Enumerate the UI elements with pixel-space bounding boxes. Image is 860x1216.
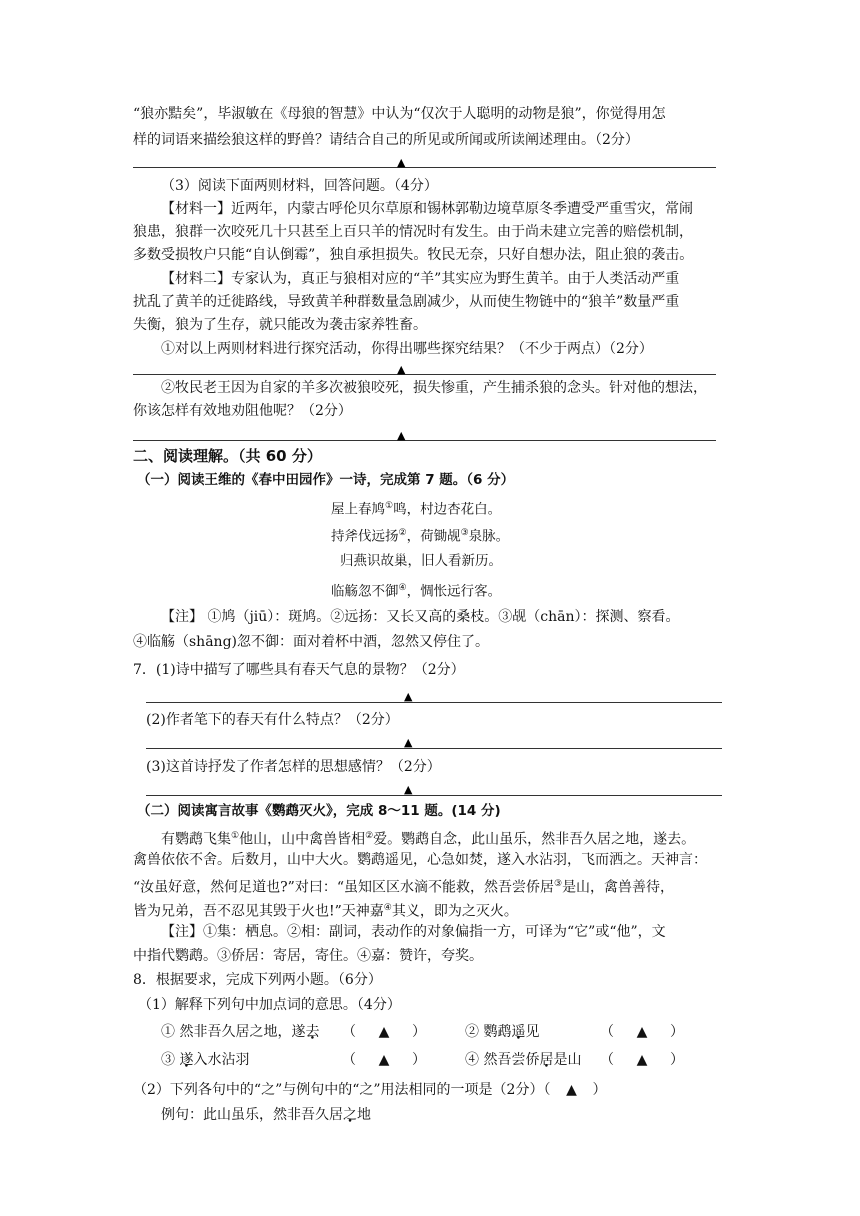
question-text: 样的词语来描绘狼这样的野兽？请结合自己的所见或所闻或所读阐述理由。（2分） [133, 132, 639, 148]
answer-marker: ▲ [397, 363, 406, 376]
item-1: ① 然非吾久居之地，遂去 [161, 1024, 320, 1040]
sub-question: （3）阅读下面两则材料，回答问题。（4分） [161, 178, 438, 194]
question-7-2: (2)作者笔下的春天有什么特点？（2分） [146, 712, 399, 728]
question-8-1: （1）解释下列句中加点词的意思。（4分） [138, 997, 401, 1013]
material-text: 失衡，狼为了生存，就只能改为袭击家养牲畜。 [133, 317, 427, 333]
example-sentence: 例句：此山虽乐，然非吾久居之地 [161, 1107, 371, 1123]
poem-note: ④临觞（shāng)忽不御：面对着杯中酒，忽然又停住了。 [133, 634, 489, 650]
question-8: 8．根据要求，完成下列两小题。（6分） [133, 972, 382, 988]
part-title: （一）阅读王维的《春中田园作》一诗，完成第 7 题。（6 分） [137, 472, 515, 488]
story-note: 【注】①集：栖息。②相：副词，表动作的对象偏指一方，可译为“它”或“他”，文 [161, 924, 666, 940]
answer-paren-3[interactable]: （ ▲ ） [342, 1052, 426, 1068]
answer-marker: ▲ [404, 736, 413, 749]
answer-line[interactable] [133, 167, 716, 168]
answer-paren-1[interactable]: （ ▲ ） [342, 1024, 426, 1040]
poem-note: 【注】 ①鸠（jiū）：斑鸠。②远扬：又长又高的桑枝。③觇（chān）：探测、察看。 [161, 609, 680, 625]
answer-line[interactable] [146, 748, 722, 749]
poem-line: 临觞忽不御④，惆怅远行客。 [331, 583, 502, 600]
question-8-2: （2）下列各句中的“之”与例句中的“之”用法相同的一项是（2分）（ ▲ ） [133, 1082, 607, 1098]
answer-marker: ▲ [397, 429, 406, 442]
answer-line[interactable] [146, 702, 722, 703]
material-text: 多数受损牧户只能“自认倒霉”，独自承担损失。牧民无奈，只好自想办法，阻止狼的袭击。 [133, 247, 694, 263]
poem-line: 屋上春鸠①鸣，村边杏花白。 [331, 501, 502, 518]
material-text: 【材料一】近两年，内蒙古呼伦贝尔草原和锡林郭勒边境草原冬季遭受严重雪灾，常闹 [161, 201, 693, 217]
story-text: “汝虽好意，然何足道也?”对曰：“虽知区区水滴不能救，然吾尝侨居③是山，禽兽善待， [133, 879, 675, 896]
poem-line: 归燕识故巢，旧人看新历。 [340, 553, 502, 569]
answer-line[interactable] [133, 440, 716, 441]
question-7-3: (3)这首诗抒发了作者怎样的思想感情？（2分） [146, 759, 441, 775]
part-title: （二）阅读寓言故事《鹦鹉灭火》，完成 8～11 题。(14 分) [137, 803, 501, 819]
section-title: 二、阅读理解。（共 60 分） [133, 447, 322, 465]
story-note: 中指代鹦鹉。③侨居：寄居，寄住。④嘉：赞许，夸奖。 [133, 948, 483, 964]
sub-question: 你该怎样有效地劝阻他呢？（2分） [133, 403, 352, 419]
answer-line[interactable] [133, 374, 716, 375]
question-text: “狼亦黠矣”，毕淑敏在《母狼的智慧》中认为“仅次于人聪明的动物是狼”，你觉得用怎 [133, 106, 666, 122]
poem-line: 持斧伐远扬②，荷锄觇③泉脉。 [331, 528, 510, 545]
sub-question: ②牧民老王因为自家的羊多次被狼咬死，损失惨重，产生捕杀狼的念头。针对他的想法， [161, 380, 707, 396]
sub-question: ①对以上两则材料进行探究活动，你得出哪些探究结果？（不少于两点）（2分） [161, 341, 653, 357]
answer-marker: ▲ [397, 156, 406, 169]
story-text: 有鹦鹉飞集①他山，山中禽兽皆相②爱。鹦鹉自念，此山虽乐，然非吾久居之地，遂去。 [161, 831, 696, 848]
answer-marker: ▲ [404, 690, 413, 703]
answer-paren-4[interactable]: （ ▲ ） [600, 1052, 684, 1068]
answer-line[interactable] [146, 795, 722, 796]
story-text: 皆为兄弟，吾不忍见其毁于火也!”天神嘉④其义，即为之灭火。 [133, 903, 518, 920]
story-text: 禽兽依依不舍。后数月，山中大火。鹦鹉遥见，心急如焚，遂入水沾羽，飞而洒之。天神言： [133, 852, 707, 868]
answer-marker: ▲ [404, 783, 413, 796]
answer-paren-2[interactable]: （ ▲ ） [600, 1024, 684, 1040]
item-2: ② 鹦鹉遥见 [465, 1024, 540, 1040]
item-3: ③ 遂入水沾羽 [161, 1052, 250, 1068]
answer-marker: ▲ [566, 1082, 577, 1098]
question-7-1: 7．(1)诗中描写了哪些具有春天气息的景物？（2分） [133, 662, 465, 678]
item-4: ④ 然吾尝侨居是山 [465, 1052, 582, 1068]
material-text: 狼患，狼群一次咬死几十只甚至上百只羊的情况时有发生。由于尚未建立完善的赔偿机制， [133, 224, 693, 240]
material-text: 【材料二】专家认为，真正与狼相对应的“羊”其实应为野生黄羊。由于人类活动严重 [161, 271, 680, 287]
material-text: 扰乱了黄羊的迁徙路线，导致黄羊种群数量急剧减少，从而使生物链中的“狼羊”数量严重 [133, 294, 680, 310]
